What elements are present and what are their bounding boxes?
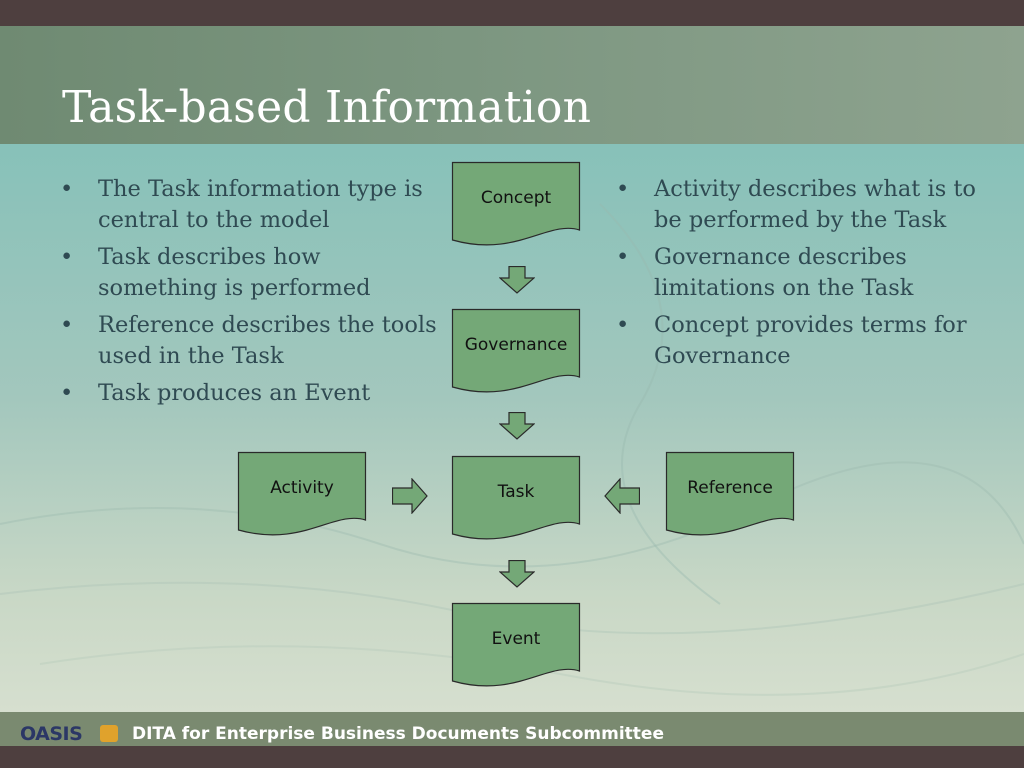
oasis-logo-mark-icon	[100, 725, 118, 742]
down-arrow-icon	[499, 560, 535, 588]
reference-box	[666, 452, 794, 538]
down-arrow-icon	[499, 412, 535, 440]
event-box	[452, 603, 580, 689]
governance-box	[452, 309, 580, 395]
task-box	[452, 456, 580, 542]
bullet-item: • Activity describes what is to be performed by the Task	[616, 176, 976, 233]
event-label: Event	[491, 629, 541, 649]
task-label: Task	[497, 482, 535, 502]
bottom-bar	[0, 746, 1024, 768]
left-arrow-icon	[604, 478, 640, 514]
down-arrow-icon	[499, 266, 535, 294]
footer-text: DITA for Enterprise Business Documents Subcommittee	[132, 724, 664, 744]
right-bullet-list	[614, 174, 1009, 378]
governance-label: Governance	[464, 335, 568, 355]
concept-label: Concept	[480, 188, 552, 208]
reference-label: Reference	[687, 478, 773, 498]
top-bar	[0, 0, 1024, 26]
bullet-item: • Task produces an Event	[60, 380, 371, 406]
bullet-item: • Reference describes the tools used in the Task	[60, 312, 437, 369]
oasis-logo: OASIS	[20, 723, 83, 745]
bullet-item: • Governance describes limitations on the Task	[616, 244, 914, 301]
activity-label: Activity	[270, 478, 334, 498]
left-bullet-list	[58, 174, 438, 415]
concept-box	[452, 162, 580, 248]
slide-title: Task-based Information	[62, 82, 592, 133]
bullet-item: • Task describes how something is performed	[60, 244, 371, 301]
bullet-item: • The Task information type is central to the model	[60, 176, 423, 233]
right-arrow-icon	[392, 478, 428, 514]
activity-box	[238, 452, 366, 538]
bullet-item: • Concept provides terms for Governance	[616, 312, 967, 369]
